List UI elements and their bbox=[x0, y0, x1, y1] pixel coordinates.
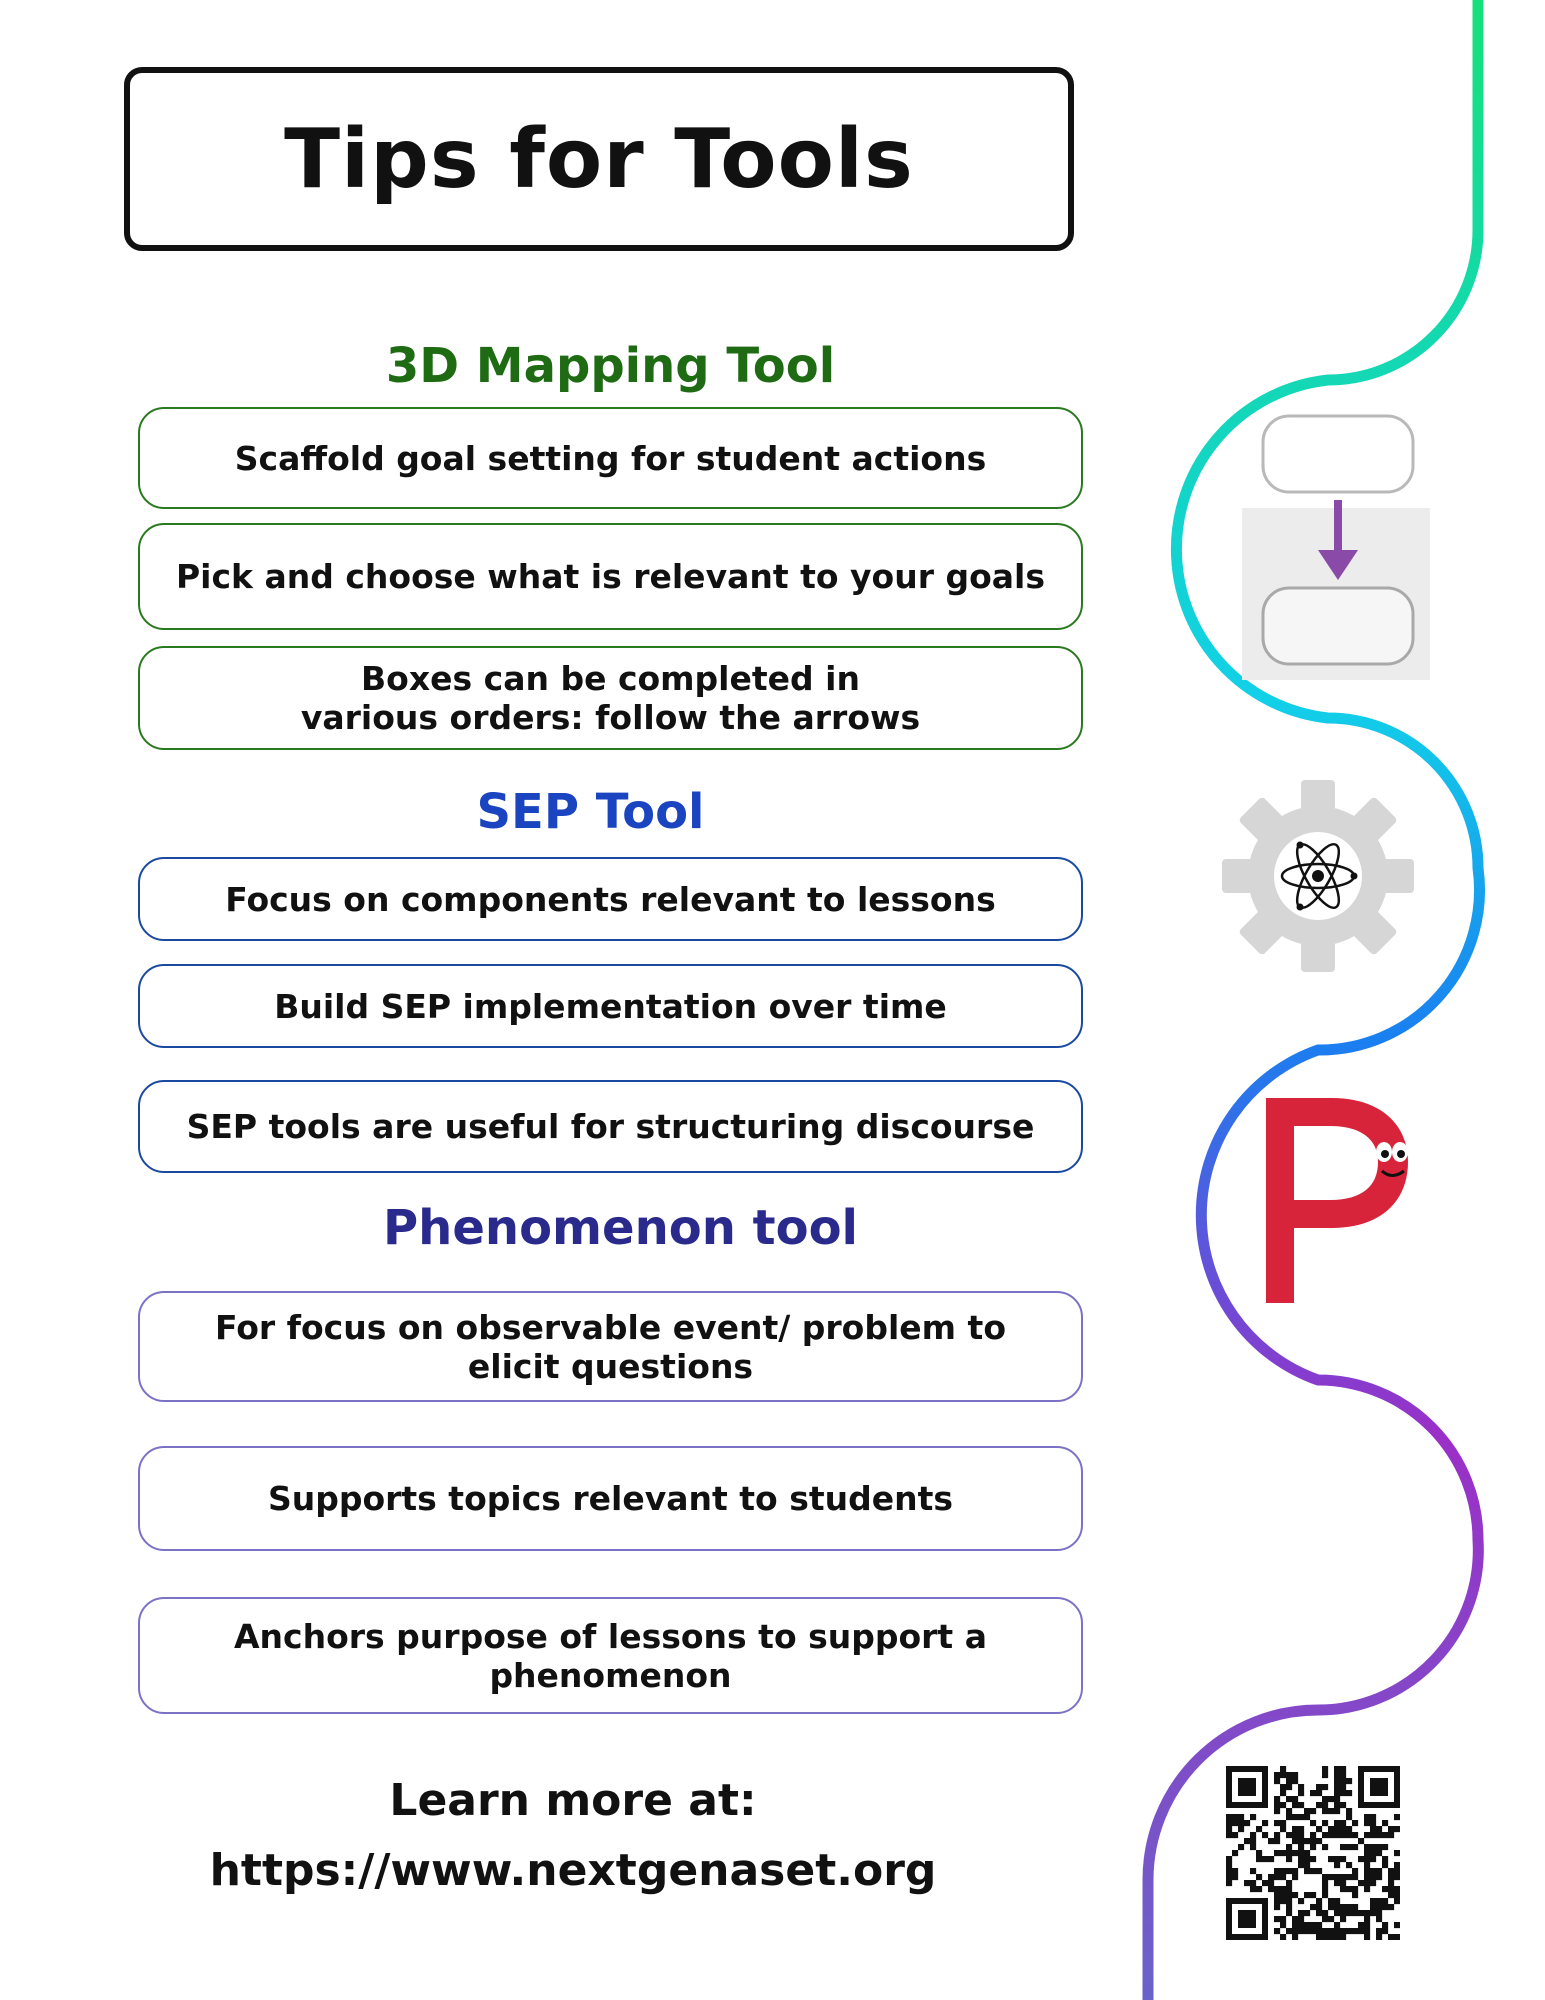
tip-box: Focus on components relevant to lessons bbox=[138, 857, 1083, 941]
tip-box: Build SEP implementation over time bbox=[138, 964, 1083, 1048]
tip-box: Scaffold goal setting for student actions bbox=[138, 407, 1083, 509]
page-title: Tips for Tools bbox=[284, 111, 914, 207]
section-heading-phenomenon: Phenomenon tool bbox=[382, 1200, 858, 1256]
footer-link[interactable]: https://www.nextgenaset.org bbox=[209, 1845, 937, 1896]
gear-atom-icon bbox=[1222, 780, 1414, 972]
tip-box: Anchors purpose of lessons to support a phenomenon bbox=[138, 1597, 1083, 1714]
tip-box: SEP tools are useful for structuring discourse bbox=[138, 1080, 1083, 1173]
title-box bbox=[124, 67, 1074, 251]
tip-box: For focus on observable event/ problem to elicit questions bbox=[138, 1291, 1083, 1402]
letter-p-icon bbox=[1260, 1096, 1410, 1306]
tip-box: Pick and choose what is relevant to your goals bbox=[138, 523, 1083, 630]
section-heading-sep: SEP Tool bbox=[476, 784, 705, 840]
flowchart-icon bbox=[1242, 408, 1430, 680]
qr-code-icon bbox=[1226, 1766, 1400, 1940]
footer-label: Learn more at: bbox=[389, 1775, 757, 1826]
section-heading-3d-mapping: 3D Mapping Tool bbox=[385, 338, 836, 394]
tip-box: Boxes can be completed in various orders: follow the arrows bbox=[138, 646, 1083, 750]
tip-box: Supports topics relevant to students bbox=[138, 1446, 1083, 1551]
